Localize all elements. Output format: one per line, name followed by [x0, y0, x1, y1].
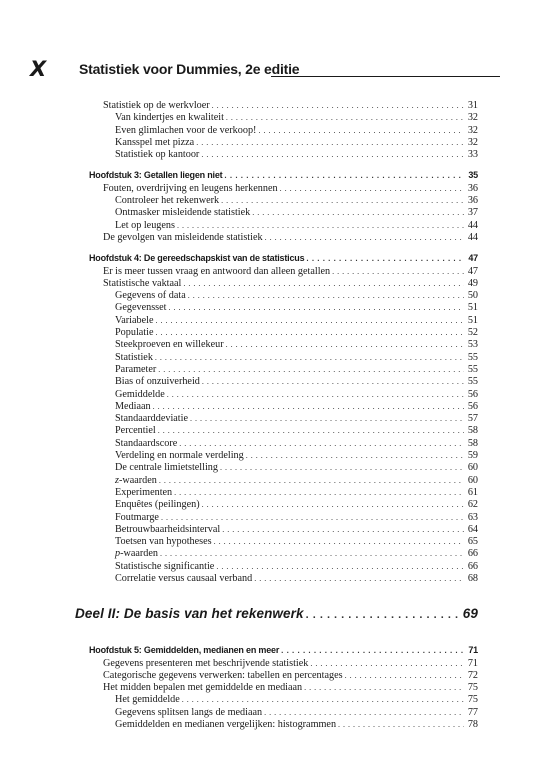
spacer — [89, 585, 478, 605]
dot-leader — [280, 183, 464, 195]
toc-entry[interactable] — [89, 207, 478, 219]
toc-group — [89, 658, 478, 732]
toc-entry-label: Parameter — [115, 363, 157, 375]
toc-entry-page: 63 — [467, 511, 478, 523]
toc-entry-label: Gegevens splitsen langs de mediaan — [115, 706, 263, 718]
toc-entry-page: 51 — [467, 314, 478, 326]
toc-entry-label: Let op leugens — [115, 219, 175, 231]
toc-entry-page: 49 — [467, 277, 478, 289]
dot-leader — [214, 536, 464, 548]
toc-entry-label: Hoofdstuk 5: Gemiddelden, medianen en meer — [89, 645, 280, 656]
toc-entry-label: Kansspel met pizza — [115, 136, 195, 148]
toc-entry-page: 68 — [467, 572, 478, 584]
toc-entry-label: Het midden bepalen met gemiddelde en mediaan — [103, 682, 303, 694]
dot-leader — [304, 682, 464, 694]
toc-entry[interactable] — [89, 339, 478, 351]
toc-entry-z-waarden[interactable] — [89, 475, 478, 487]
toc-entry-label: De centrale limietstelling — [115, 462, 218, 474]
toc-entry-page: 57 — [467, 413, 478, 425]
toc-entry-label — [115, 475, 157, 487]
toc-entry-label: Statistiek op kantoor — [115, 149, 200, 161]
italic-variable: p — [115, 548, 121, 560]
book-title: Statistiek voor Dummies, 2e editie — [79, 61, 300, 77]
toc-entry-page: 50 — [467, 290, 478, 302]
toc-entry[interactable] — [89, 149, 478, 161]
toc-entry-page: 60 — [467, 462, 478, 474]
toc-entry-page: 65 — [467, 536, 478, 548]
toc-entry-label: Deel II: De basis van het rekenwerk — [75, 606, 304, 622]
toc-entry-page: 55 — [467, 363, 478, 375]
toc-entry-page: 69 — [462, 606, 478, 622]
dot-leader — [310, 658, 464, 670]
toc-entry-page: 72 — [467, 669, 478, 681]
toc-entry-p-waarden[interactable] — [89, 548, 478, 560]
toc-entry-label: Statistische vaktaal — [103, 277, 182, 289]
toc-group — [89, 561, 478, 586]
toc-entry[interactable] — [89, 401, 478, 413]
toc-chapter-5[interactable] — [89, 644, 478, 657]
toc-entry-label: Gegevensset — [115, 302, 167, 314]
page-header — [30, 58, 500, 82]
toc-entry-label: Betrouwbaarheidsinterval — [115, 523, 221, 535]
toc-entry-label: Standaarddeviatie — [115, 413, 188, 425]
dot-leader — [306, 253, 464, 265]
dot-leader — [306, 606, 461, 624]
toc-entry[interactable] — [89, 719, 478, 731]
toc-entry-page: 31 — [467, 100, 478, 111]
toc-entry-page: 47 — [467, 265, 478, 277]
toc-entry[interactable] — [89, 536, 478, 548]
toc-entry[interactable] — [89, 462, 478, 474]
toc-group — [89, 487, 478, 548]
toc-entry[interactable] — [89, 232, 478, 244]
dot-leader — [155, 315, 464, 327]
toc-entry-page: 71 — [468, 645, 478, 656]
toc-entry-page: 44 — [467, 219, 478, 231]
toc-entry-page: 56 — [467, 388, 478, 400]
italic-variable: z — [115, 474, 119, 486]
toc-entry[interactable] — [89, 302, 478, 314]
toc-entry-label: Correlatie versus causaal verband — [115, 572, 253, 584]
dot-leader — [160, 548, 464, 560]
toc-entry-label: Gemiddelde — [115, 388, 165, 400]
toc-entry[interactable] — [89, 707, 478, 719]
toc-entry[interactable] — [89, 364, 478, 376]
toc-entry-page: 32 — [467, 112, 478, 124]
dot-leader — [212, 100, 464, 112]
toc-entry-page: 61 — [467, 486, 478, 498]
dot-leader — [158, 425, 464, 437]
toc-entry-page: 36 — [467, 195, 478, 207]
dot-leader — [221, 195, 464, 207]
toc-entry-page: 58 — [467, 425, 478, 437]
dot-leader — [252, 207, 464, 219]
dot-leader — [155, 352, 464, 364]
toc-entry-label: Foutmarge — [115, 511, 159, 523]
toc-entry-label: Bias of onzuiverheid — [115, 376, 200, 388]
spacer — [89, 624, 478, 644]
dot-leader — [264, 707, 464, 719]
toc-entry-label: Gemiddelden en medianen vergelijken: histogrammen — [115, 719, 337, 731]
dot-leader — [155, 327, 464, 339]
toc-entry-label: Categorische gegevens verwerken: tabellen en percentages — [103, 669, 343, 681]
dot-leader — [246, 450, 464, 462]
toc-entry-page: 71 — [467, 657, 478, 669]
toc-entry-label: Hoofdstuk 3: Getallen liegen niet — [89, 170, 223, 181]
dot-leader — [220, 462, 464, 474]
dot-leader — [254, 573, 464, 585]
toc-entry-page: 66 — [467, 560, 478, 572]
dot-leader — [183, 278, 464, 290]
toc-entry[interactable] — [89, 112, 478, 124]
dot-leader — [153, 401, 464, 413]
toc-entry-label: Van kindertjes en kwaliteit — [115, 112, 224, 124]
toc-entry-page: 66 — [467, 548, 478, 560]
toc-entry-page: 55 — [467, 376, 478, 388]
toc-entry-label: De gevolgen van misleidende statistiek — [103, 231, 263, 243]
toc-entry-label: Het gemiddelde — [115, 694, 180, 706]
toc-entry[interactable] — [89, 195, 478, 207]
toc-entry-page: 78 — [467, 719, 478, 731]
toc-entry-label: Statistiek op de werkvloer — [103, 100, 210, 111]
toc-entry[interactable] — [89, 487, 478, 499]
dot-leader — [161, 512, 464, 524]
toc-entry-label: Even glimlachen voor de verkoop! — [115, 124, 257, 136]
dot-leader — [177, 220, 464, 232]
toc-entry-page: 53 — [467, 339, 478, 351]
dot-leader — [226, 339, 464, 351]
part-wrapper — [75, 605, 478, 624]
toc-entry[interactable] — [89, 450, 478, 462]
toc-entry-label: Percentiel — [115, 425, 156, 437]
dot-leader — [182, 694, 464, 706]
toc-entry-label: Variabele — [115, 314, 154, 326]
toc-entry-label: Ontmasker misleidende statistiek — [115, 207, 251, 219]
toc-entry-page: 44 — [467, 231, 478, 243]
dot-leader — [224, 170, 464, 182]
toc-entry-page: 36 — [467, 182, 478, 194]
dot-leader — [179, 438, 464, 450]
toc-entry[interactable] — [89, 183, 478, 195]
dot-leader — [201, 149, 464, 161]
toc-entry[interactable] — [89, 524, 478, 536]
dot-leader — [190, 413, 464, 425]
dot-leader — [258, 125, 464, 137]
toc-entry-page: 60 — [467, 474, 478, 486]
toc-entry-page: 55 — [467, 351, 478, 363]
dot-leader — [169, 302, 465, 314]
label-suffix: -waarden — [118, 474, 157, 486]
toc-entry[interactable] — [89, 376, 478, 388]
toc-entry-label: Mediaan — [115, 400, 151, 412]
toc-part-2[interactable] — [75, 605, 478, 624]
toc-entry-label: Gegevens of data — [115, 290, 186, 302]
toc-entry[interactable] — [89, 352, 478, 364]
toc-entry[interactable] — [89, 125, 478, 137]
toc-entry[interactable] — [89, 573, 478, 585]
dot-leader — [338, 719, 464, 731]
toc-entry[interactable] — [89, 266, 478, 278]
toc-entry-label: Controleer het rekenwerk — [115, 195, 220, 207]
toc-entry-label: Fouten, overdrijving en leugens herkennen — [103, 182, 278, 194]
spacer — [89, 161, 478, 169]
toc-entry[interactable] — [89, 290, 478, 302]
dot-leader — [202, 499, 464, 511]
toc-entry-page: 35 — [468, 170, 478, 181]
toc-entry-page: 47 — [468, 253, 478, 264]
toc-entry[interactable] — [89, 694, 478, 706]
toc-entry-page: 32 — [467, 136, 478, 148]
toc-entry-page: 64 — [467, 523, 478, 535]
dot-leader — [265, 232, 464, 244]
toc-entry-label: Enquêtes (peilingen) — [115, 499, 200, 511]
toc-entry[interactable] — [89, 438, 478, 450]
toc-entry-page: 75 — [467, 682, 478, 694]
toc-entry[interactable] — [89, 413, 478, 425]
dot-leader — [174, 487, 464, 499]
dot-leader — [345, 670, 464, 682]
toc-entry[interactable] — [89, 425, 478, 437]
toc-entry[interactable] — [89, 682, 478, 694]
table-of-contents — [75, 100, 478, 731]
dot-leader — [167, 389, 464, 401]
header-rule — [271, 76, 500, 77]
toc-entry[interactable] — [89, 561, 478, 573]
toc-entry-page: 59 — [467, 450, 478, 462]
label-suffix: -waarden — [120, 548, 158, 560]
toc-chapter-4[interactable] — [89, 252, 478, 265]
toc-entry-label: Hoofdstuk 4: De gereedschapskist van de statisticus — [89, 253, 305, 264]
toc-entry[interactable] — [89, 327, 478, 339]
toc-entry[interactable] — [89, 100, 478, 112]
toc-entry[interactable] — [89, 389, 478, 401]
toc-entry-label: Toetsen van hypotheses — [115, 536, 212, 548]
dot-leader — [202, 376, 464, 388]
toc-entry-label — [115, 548, 158, 560]
toc-group — [89, 183, 478, 244]
toc-entry-page: 51 — [467, 302, 478, 314]
dot-leader — [216, 561, 464, 573]
toc-entry-label: Steekproeven en willekeur — [115, 339, 224, 351]
toc-group — [89, 266, 478, 475]
toc-group — [89, 100, 478, 161]
toc-entry-page: 58 — [467, 437, 478, 449]
toc-entry-label: Gegevens presenteren met beschrijvende statistiek — [103, 657, 309, 669]
toc-entry[interactable] — [89, 137, 478, 149]
toc-entry[interactable] — [89, 278, 478, 290]
dot-leader — [222, 524, 464, 536]
dot-leader — [158, 364, 464, 376]
toc-entry-page: 56 — [467, 400, 478, 412]
toc-entry[interactable] — [89, 315, 478, 327]
dot-leader — [332, 266, 464, 278]
dot-leader — [196, 137, 464, 149]
toc-entry-page: 33 — [467, 149, 478, 161]
dot-leader — [188, 290, 464, 302]
toc-entry-label: Statistiek — [115, 351, 153, 363]
toc-entry[interactable] — [89, 670, 478, 682]
toc-entry[interactable] — [89, 658, 478, 670]
dot-leader — [159, 475, 464, 487]
toc-entry-page: 77 — [467, 706, 478, 718]
toc-chapter-3[interactable] — [89, 169, 478, 182]
toc-entry-page: 52 — [467, 327, 478, 339]
dot-leader — [226, 112, 464, 124]
toc-entry-label: Er is meer tussen vraag en antwoord dan alleen getallen — [103, 265, 331, 277]
toc-entry-page: 32 — [467, 124, 478, 136]
toc-entry[interactable] — [89, 499, 478, 511]
toc-entry-label: Experimenten — [115, 486, 173, 498]
toc-entry-label: Standaardscore — [115, 437, 178, 449]
toc-entry-label: Populatie — [115, 327, 154, 339]
spacer — [89, 244, 478, 252]
toc-entry-label: Verdeling en normale verdeling — [115, 450, 244, 462]
dummies-logo-icon: X — [30, 57, 47, 81]
toc-entry[interactable] — [89, 220, 478, 232]
toc-entry[interactable] — [89, 512, 478, 524]
toc-entry-page: 62 — [467, 499, 478, 511]
toc-entry-page: 75 — [467, 694, 478, 706]
toc-entry-page: 37 — [467, 207, 478, 219]
toc-entry-label: Statistische significantie — [115, 560, 215, 572]
dot-leader — [281, 645, 464, 657]
